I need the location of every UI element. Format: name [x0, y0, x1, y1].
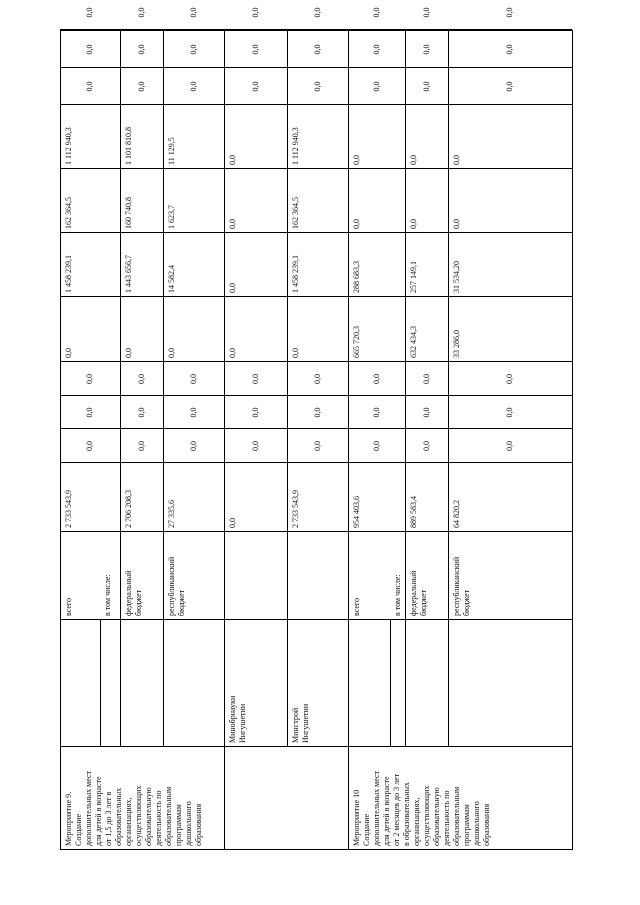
funding-source: бюджет	[462, 589, 471, 616]
column-rule	[60, 296, 572, 297]
table-bottom-rule	[572, 30, 573, 850]
funding-source: федеральный	[124, 570, 133, 616]
executor-name: Минстрой	[291, 707, 300, 743]
value-cell: 0,0	[371, 374, 381, 384]
value-cell: 0,0	[421, 374, 431, 384]
value-cell: 162 364,5	[291, 197, 300, 229]
value-cell: 1 112 940,3	[64, 127, 73, 165]
value-cell: 0,0	[188, 44, 198, 55]
funding-source: республиканский	[167, 556, 176, 616]
value-cell: 0,0	[188, 407, 198, 418]
value-cell: 288 683,3	[352, 261, 361, 293]
column-rule	[60, 531, 572, 532]
measure-title-line: образования	[194, 803, 203, 846]
measure-title-line: осуществляющих	[422, 785, 431, 846]
value-cell: 0,0	[188, 441, 198, 451]
executor-name: Ингушетии	[238, 703, 247, 743]
measure-title-line: осуществляющих	[134, 785, 143, 846]
column-rule	[100, 619, 120, 620]
measure-title-line: организациях,	[412, 797, 421, 846]
row-rule	[390, 620, 391, 747]
value-cell: 0,0	[291, 348, 300, 358]
measure-title-line: Мероприятие 10	[352, 789, 361, 846]
value-cell: 0,0	[421, 44, 431, 55]
value-cell: 0,0	[228, 348, 237, 358]
row-rule	[448, 30, 449, 747]
measure-title-line: деятельность по	[154, 790, 163, 846]
measure-title-line: программам	[174, 804, 183, 846]
value-cell: 1 443 656,7	[124, 255, 133, 293]
value-cell: 0,0	[452, 155, 461, 165]
value-cell: 0,0	[85, 81, 94, 92]
measure-title-line: в образовательных	[402, 782, 411, 846]
value-cell: 1 623,7	[167, 205, 176, 229]
funding-source: федеральный	[409, 570, 418, 616]
measure-title-line: образовательную	[432, 787, 441, 846]
value-cell: 2 733 543,9	[291, 490, 300, 528]
value-cell: 0,0	[136, 374, 146, 384]
value-cell: 0,0	[136, 7, 146, 18]
funding-source: бюджет	[419, 589, 428, 616]
budget-table	[60, 7, 572, 850]
value-cell: 0,0	[352, 155, 361, 165]
value-cell: 2 733 543,9	[64, 490, 73, 528]
row-rule	[163, 30, 164, 747]
measure-title-line: деятельность по	[442, 790, 451, 846]
value-cell: 0,0	[250, 44, 260, 55]
value-cell: 0,0	[124, 348, 133, 358]
value-cell: 0,0	[371, 44, 381, 55]
value-cell: 0,0	[312, 374, 322, 384]
value-cell: 0,0	[352, 219, 361, 229]
source-subheader: в том числе:	[103, 574, 112, 616]
row-rule	[405, 30, 406, 747]
value-cell: 0,0	[228, 518, 237, 528]
value-cell: 0,0	[409, 155, 418, 165]
funding-source: республиканский	[452, 556, 461, 616]
value-cell: 11 129,5	[167, 137, 176, 165]
value-cell: 632 434,3	[409, 326, 418, 358]
value-cell: 64 820,2	[452, 500, 461, 528]
value-cell: 0,0	[371, 441, 381, 451]
measure-title-line: Создание	[74, 813, 83, 846]
measure-title-line: дополнительных мест	[84, 770, 93, 846]
value-cell: 0,0	[312, 44, 322, 55]
measure-title-line: организациях,	[124, 797, 133, 846]
measure-title-line: образования	[482, 803, 491, 846]
value-cell: 0,0	[312, 407, 322, 418]
source-subheader: в том числе:	[393, 574, 402, 616]
value-cell: 0,0	[421, 441, 431, 451]
value-cell: 162 364,5	[64, 197, 73, 229]
funding-source: бюджет	[177, 589, 186, 616]
value-cell: 0,0	[85, 407, 94, 418]
value-cell: 33 286,0	[452, 330, 461, 358]
column-rule	[60, 168, 572, 169]
value-cell: 0,0	[452, 219, 461, 229]
executor-name: Ингушетии	[301, 703, 310, 743]
funding-source: всего	[352, 597, 361, 616]
value-cell: 0,0	[85, 374, 94, 384]
funding-source: всего	[64, 597, 73, 616]
value-cell: 1 101 810,8	[124, 127, 133, 165]
column-rule	[60, 232, 572, 233]
value-cell: 954 403,6	[352, 496, 361, 528]
row-rule	[224, 30, 225, 850]
value-cell: 0,0	[250, 441, 260, 451]
measure-title-line: для детей в возрасте	[382, 776, 391, 846]
funding-source: бюджет	[134, 589, 143, 616]
value-cell: 0,0	[136, 441, 146, 451]
measure-title-line: дошкольного	[472, 801, 481, 846]
value-cell: 0,0	[505, 7, 514, 18]
value-cell: 0,0	[250, 374, 260, 384]
value-cell: 0,0	[64, 348, 73, 358]
value-cell: 0,0	[85, 441, 94, 451]
value-cell: 0,0	[371, 7, 381, 18]
column-rule	[60, 619, 572, 620]
value-cell: 0,0	[167, 348, 176, 358]
value-cell: 1 458 239,1	[64, 255, 73, 293]
value-cell: 0,0	[136, 407, 146, 418]
value-cell: 0,0	[250, 81, 260, 92]
value-cell: 0,0	[409, 219, 418, 229]
value-cell: 889 583,4	[409, 496, 418, 528]
value-cell: 0,0	[188, 374, 198, 384]
value-cell: 0,0	[505, 81, 514, 92]
value-cell: 0,0	[85, 7, 94, 18]
measure-separator	[348, 30, 349, 850]
value-cell: 2 706 208,3	[124, 490, 133, 528]
value-cell: 31 534,20	[452, 261, 461, 293]
value-cell: 0,0	[505, 441, 514, 451]
row-rule	[120, 30, 121, 747]
measure-title-line: образовательную	[144, 787, 153, 846]
value-cell: 0,0	[85, 44, 94, 55]
measure-title-line: Мероприятие 9.	[64, 791, 73, 846]
table-top-rule	[60, 30, 61, 850]
measure-title-line: Создание	[362, 813, 371, 846]
value-cell: 665 720,3	[352, 326, 361, 358]
value-cell: 27 335,6	[167, 500, 176, 528]
value-cell: 0,0	[188, 7, 198, 18]
value-cell: 0,0	[371, 407, 381, 418]
executor-name: Минобрнауки	[228, 695, 237, 743]
value-cell: 0,0	[188, 81, 198, 92]
value-cell: 0,0	[421, 407, 431, 418]
value-cell: 0,0	[312, 7, 322, 18]
value-cell: 0,0	[228, 219, 237, 229]
value-cell: 0,0	[136, 81, 146, 92]
row-rule	[100, 620, 101, 747]
value-cell: 0,0	[505, 44, 514, 55]
value-cell: 1 458 239,1	[291, 255, 300, 293]
value-cell: 14 582,4	[167, 265, 176, 293]
measure-title-line: от 2 месяцев до 3 лет	[392, 773, 401, 846]
value-cell: 0,0	[505, 407, 514, 418]
measure-title-line: для детей в возрасте	[94, 776, 103, 846]
value-cell: 0,0	[371, 81, 381, 92]
measure-title-line: дополнительных мест	[372, 770, 381, 846]
value-cell: 0,0	[228, 283, 237, 293]
value-cell: 0,0	[421, 7, 431, 18]
value-cell: 0,0	[312, 441, 322, 451]
measure-title-line: программам	[462, 804, 471, 846]
value-cell: 257 149,1	[409, 261, 418, 293]
measure-title-line: образовательным	[452, 786, 461, 846]
measure-title-line: образовательным	[164, 786, 173, 846]
value-cell: 0,0	[250, 407, 260, 418]
value-cell: 0,0	[312, 81, 322, 92]
value-cell: 0,0	[250, 7, 260, 18]
measure-title-line: от 1,5 до 3 лет в	[104, 791, 113, 846]
row-rule	[287, 30, 288, 747]
value-cell: 0,0	[228, 155, 237, 165]
value-cell: 0,0	[421, 81, 431, 92]
measure-title-line: образовательных	[114, 787, 123, 846]
value-cell: 1 112 940,3	[291, 127, 300, 165]
measure-title-line: дошкольного	[184, 801, 193, 846]
value-cell: 160 740,8	[124, 197, 133, 229]
value-cell: 0,0	[505, 374, 514, 384]
column-rule	[60, 746, 572, 747]
table-left-rule	[60, 849, 572, 850]
value-cell: 0,0	[136, 44, 146, 55]
